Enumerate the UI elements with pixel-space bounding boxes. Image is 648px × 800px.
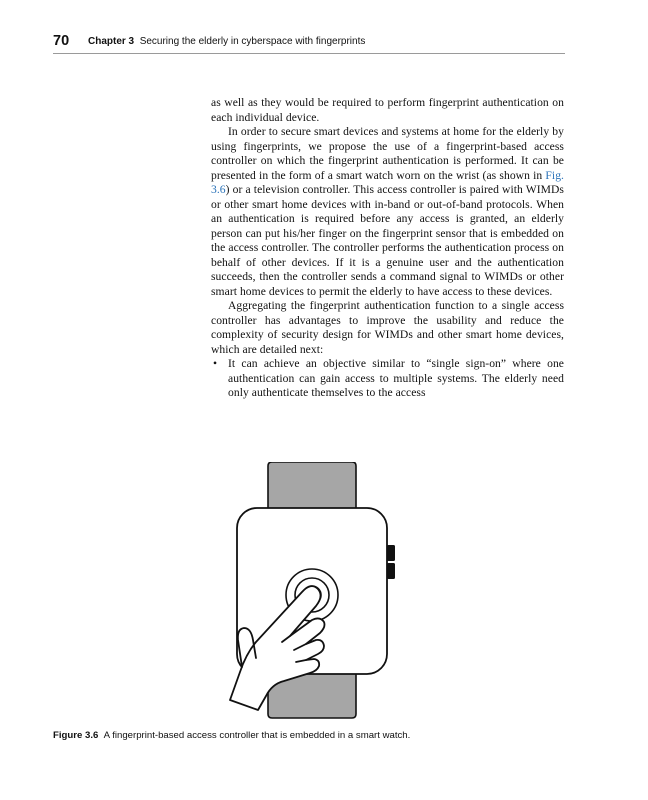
- paragraph-proposal: [211, 125, 564, 299]
- paragraph-continuation: as well as they would be required to perform fingerprint authentication on each individual device.: [211, 96, 564, 124]
- figure-reference-link[interactable]: Fig. 3.6: [211, 168, 564, 196]
- page-number: 70: [53, 33, 70, 49]
- smart-watch-illustration: [228, 462, 400, 722]
- figure-label: Figure 3.6: [53, 730, 99, 741]
- chapter-title: Securing the elderly in cyberspace with fingerprints: [139, 36, 366, 47]
- figure-caption-text: A fingerprint-based access controller that is embedded in a smart watch.: [103, 730, 411, 741]
- paragraph-proposal-text-1: In order to secure smart devices and systems at home for the elderly by using fingerprints, we propose the use of a fingerprint-based access controller on which the fingerprint authentication is performed. It can be presented in the form of a smart watch worn on the wrist (as shown in: [211, 125, 564, 182]
- bullet-item: [211, 357, 564, 401]
- figure-smart-watch: [228, 462, 400, 722]
- bullet-list: [211, 357, 564, 401]
- bullet-symbol: •: [213, 357, 218, 370]
- running-header: [53, 33, 565, 54]
- paragraph-proposal-text-2: ) or a television controller. This access controller is paired with WIMDs or other smart home devices with in-band or out-of-band protocols. When an authentication is required before any access is granted, an elderly person can put his/her finger on the fingerprint sensor that is embedded on the access controller. The controller performs the authentication process on behalf of other devices. If it is a genuine user and the authentication succeeds, then the controller sends a command signal to WIMDs or other smart home devices to permit the elderly to have access to these devices.: [211, 183, 564, 298]
- paragraph-aggregation: Aggregating the fingerprint authentication function to a single access controller has advantages to improve the usability and reduce the complexity of security design for WIMDs and other smart home devices, which are detailed next:: [211, 299, 564, 356]
- body-text: [211, 96, 564, 401]
- watch-side-button-lower: [387, 563, 395, 579]
- chapter-label: Chapter 3: [88, 36, 135, 47]
- watch-side-button-upper: [387, 545, 395, 561]
- figure-caption: [53, 730, 573, 741]
- bullet-item-text: It can achieve an objective similar to “single sign-on” where one authentication can gain access to multiple systems. The elderly need only authenticate themselves to the access: [228, 357, 564, 399]
- running-head: [88, 36, 365, 47]
